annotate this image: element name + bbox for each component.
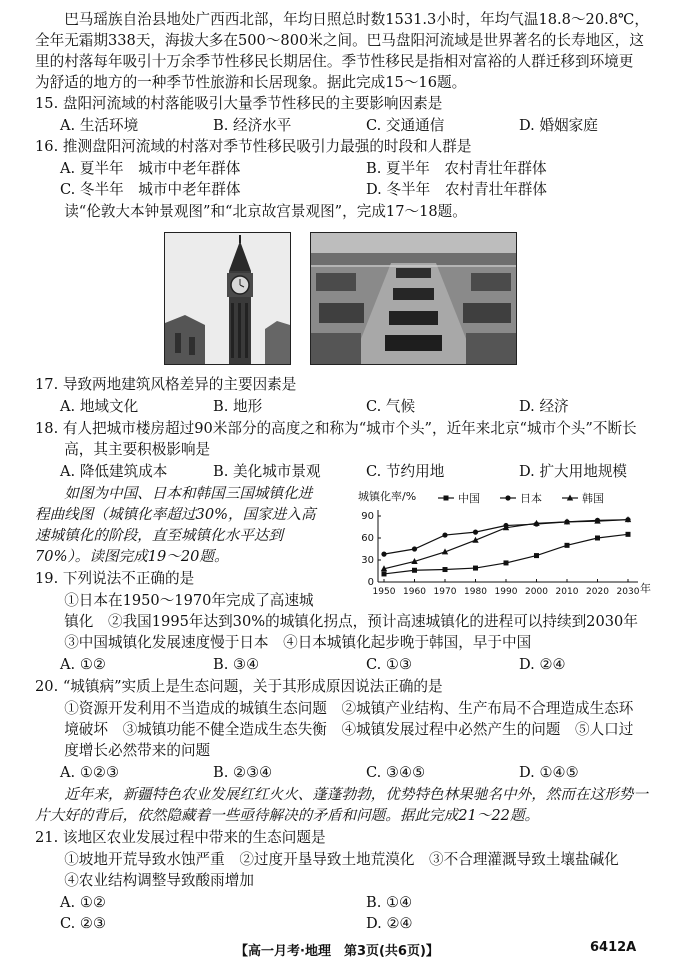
q20-option-c[interactable]: C. ③④⑤	[366, 764, 426, 781]
data-point-日本	[442, 532, 447, 537]
chart-legend	[438, 491, 604, 505]
x-tick-label: 2000	[525, 587, 548, 597]
q19-statement: ③中国城镇化发展速度慢于日本 ④日本城镇化起步晚于韩国，早于中国	[35, 634, 532, 651]
data-point-日本	[473, 530, 478, 535]
q21-option-d[interactable]: D. ②④	[366, 915, 413, 932]
q15-option-b[interactable]: B. 经济水平	[213, 117, 292, 134]
question-21-stem: 21. 该地区农业发展过程中带来的生态问题是	[35, 829, 326, 846]
intro-line: 全年无霜期338天，海拔大多在500～800米之间。巴马盘阳河流域是世界著名的长寿地区，这	[35, 32, 644, 49]
x-tick-label: 2010	[555, 587, 579, 597]
x-tick-label: 1980	[464, 587, 487, 597]
q15-option-a[interactable]: A. 生活环境	[60, 117, 139, 134]
q18-option-d[interactable]: D. 扩大用地规模	[519, 463, 628, 480]
legend-label: 中国	[458, 492, 480, 505]
question-18-stem: 18. 有人把城市楼房超过90米部分的高度之和称为“城市个头”，近年来北京“城市个头”不断长	[35, 420, 637, 437]
q16-option-d[interactable]: D. 冬半年 农村青壮年群体	[366, 181, 547, 198]
data-point-中国	[534, 553, 539, 558]
intro-line: 为舒适的地方的一种季节性旅游和长居现象。据此完成15～16题。	[35, 74, 467, 91]
q17-option-b[interactable]: B. 地形	[213, 398, 263, 415]
q19-statement: 镇化 ②我国1995年达到30%的城镇化拐点，预计高速城镇化的进程可以持续到2030年	[35, 613, 638, 630]
question-17-stem: 17. 导致两地建筑风格差异的主要因素是	[35, 376, 297, 393]
q21-statement: ①坡地开荒导致水蚀严重 ②过度开垦导致土地荒漠化 ③不合理灌溉导致土壤盐碱化	[35, 851, 619, 868]
urbanization-chart	[352, 486, 652, 604]
question-18-stem-cont: 高，其主要积极影响是	[35, 441, 211, 458]
q19-option-b[interactable]: B. ③④	[213, 656, 260, 673]
intro-line: 70%）。读图完成19～20题。	[35, 548, 229, 565]
x-tick-label: 1970	[433, 587, 457, 597]
q15-option-d[interactable]: D. 婚姻家庭	[519, 117, 598, 134]
q18-option-c[interactable]: C. 节约用地	[366, 463, 445, 480]
data-point-中国	[443, 567, 448, 572]
q19-option-d[interactable]: D. ②④	[519, 656, 566, 673]
data-point-中国	[626, 532, 631, 537]
forbidden-city-photo	[310, 232, 517, 365]
x-tick-label: 1990	[494, 587, 518, 597]
q20-option-b[interactable]: B. ②③④	[213, 764, 273, 781]
q21-option-a[interactable]: A. ①②	[60, 894, 106, 911]
question-20-stem: 20. “城镇病”实质上是生态问题，关于其形成原因说法正确的是	[35, 678, 443, 695]
data-point-中国	[565, 543, 570, 548]
legend-label: 日本	[520, 492, 542, 505]
x-tick-label: 2030	[616, 587, 640, 597]
legend-marker	[505, 495, 510, 500]
intro-17-18: 读“伦敦大本钟景观图”和“北京故宫景观图”，完成17～18题。	[35, 203, 467, 220]
q20-option-a[interactable]: A. ①②③	[60, 764, 120, 781]
q21-option-c[interactable]: C. ②③	[60, 915, 107, 932]
legend-marker	[444, 496, 449, 501]
intro-line: 近年来，新疆特色农业发展红红火火、蓬蓬勃勃，优势特色林果驰名中外，然而在这形势一	[35, 786, 648, 803]
q20-option-d[interactable]: D. ①④⑤	[519, 764, 579, 781]
data-point-中国	[595, 536, 600, 541]
x-tick-label: 1950	[372, 587, 396, 597]
question-19-stem: 19. 下列说法不正确的是	[35, 570, 195, 587]
x-axis-label: 年	[640, 582, 651, 595]
y-tick-label: 0	[367, 577, 374, 588]
legend-label: 韩国	[582, 492, 604, 505]
q19-statement: ①日本在1950～1970年完成了高速城	[35, 592, 314, 609]
intro-line: 巴马瑶族自治县地处广西西北部，年均日照总时数1531.3小时，年均气温18.8～20.8℃，	[35, 11, 649, 28]
x-tick-label: 2020	[586, 587, 609, 597]
page-code: 6412A	[590, 940, 637, 955]
intro-line: 速城镇化的阶段，直至城镇化水平达到	[35, 527, 284, 544]
q19-option-a[interactable]: A. ①②	[60, 656, 106, 673]
chart-marks	[381, 516, 631, 576]
q18-option-b[interactable]: B. 美化城市景观	[213, 463, 321, 480]
intro-line: 里的村落每年吸引十万余季节性移民长期居住。季节性移民是指相对富裕的人群迁移到环境更	[35, 53, 634, 70]
question-16-stem: 16. 推测盘阳河流域的村落对季节性移民吸引力最强的时段和人群是	[35, 138, 472, 155]
question-15-stem: 15. 盘阳河流域的村落能吸引大量季节性移民的主要影响因素是	[35, 95, 443, 112]
chart-ylabel: 城镇化率/%	[358, 490, 417, 503]
data-point-日本	[412, 546, 417, 551]
intro-line: 如图为中国、日本和韩国三国城镇化进	[35, 485, 313, 502]
intro-line: 片大好的背后，依然隐藏着一些亟待解决的矛盾和问题。据此完成21～22题。	[35, 807, 540, 824]
q17-option-a[interactable]: A. 地域文化	[60, 398, 139, 415]
y-tick-label: 60	[361, 533, 374, 544]
q20-statement: ①资源开发利用不当造成的城镇生态问题 ②城镇产业结构、生产布局不合理造成生态环	[35, 700, 634, 717]
data-point-中国	[473, 566, 478, 571]
q20-statement: 度增长必然带来的问题	[35, 742, 211, 759]
q16-option-a[interactable]: A. 夏半年 城市中老年群体	[60, 160, 241, 177]
q18-option-a[interactable]: A. 降低建筑成本	[60, 463, 168, 480]
q21-option-b[interactable]: B. ①④	[366, 894, 413, 911]
series-line-中国	[384, 534, 628, 574]
y-tick-label: 90	[361, 511, 374, 522]
q21-statement: ④农业结构调整导致酸雨增加	[35, 872, 254, 889]
big-ben-photo	[164, 232, 291, 365]
q20-statement: 境破坏 ③城镇功能不健全造成生态失衡 ④城镇发展过程中必然产生的问题 ⑤人口过	[35, 721, 634, 738]
q17-option-c[interactable]: C. 气候	[366, 398, 416, 415]
q17-option-d[interactable]: D. 经济	[519, 398, 569, 415]
y-tick-label: 30	[361, 555, 374, 566]
data-point-中国	[382, 571, 387, 576]
q19-option-c[interactable]: C. ①③	[366, 656, 413, 673]
q15-option-c[interactable]: C. 交通通信	[366, 117, 445, 134]
q16-option-c[interactable]: C. 冬半年 城市中老年群体	[60, 181, 241, 198]
page-footer: 【高一月考·地理 第3页(共6页)】	[235, 944, 439, 959]
intro-line: 程曲线图（城镇化率超过30%，国家进入高	[35, 506, 316, 523]
q16-option-b[interactable]: B. 夏半年 农村青壮年群体	[366, 160, 547, 177]
data-point-中国	[504, 560, 509, 565]
data-point-中国	[412, 568, 417, 573]
x-tick-label: 1960	[403, 587, 426, 597]
data-point-日本	[381, 552, 386, 557]
